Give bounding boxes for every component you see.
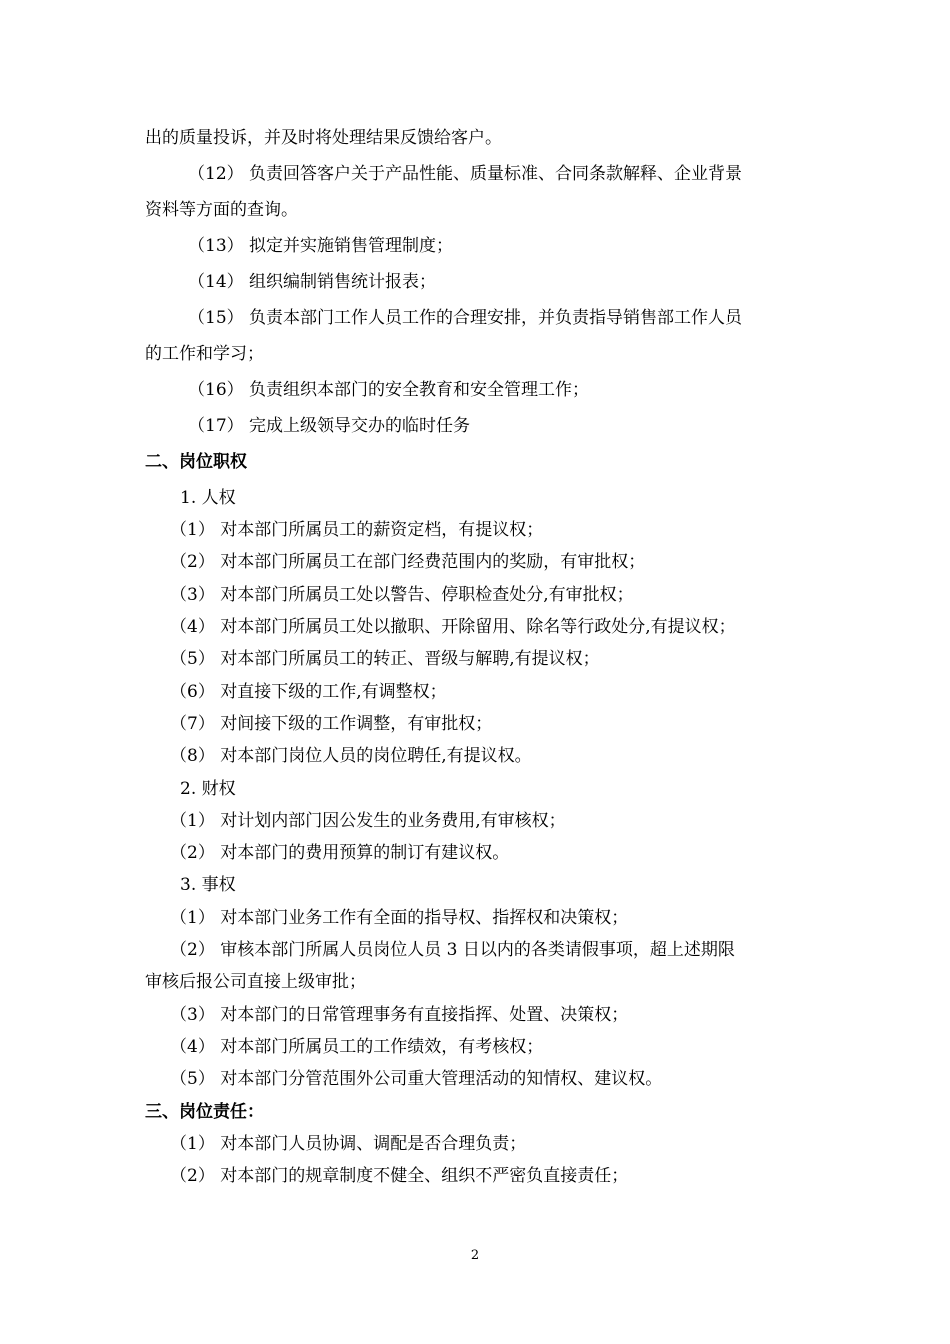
subsection-heading: 2. 财权 xyxy=(180,779,236,799)
text-line: 审核后报公司直接上级审批； xyxy=(145,972,366,992)
subsection-heading: 1. 人权 xyxy=(180,488,236,508)
text-line: 资料等方面的查询。 xyxy=(145,200,298,220)
text-line: （16） 负责组织本部门的安全教育和安全管理工作； xyxy=(188,380,590,400)
text-line: （1） 对计划内部门因公发生的业务费用,有审核权； xyxy=(170,811,566,831)
text-line: （4） 对本部门所属员工的工作绩效，有考核权； xyxy=(170,1037,544,1057)
text-line: （3） 对本部门所属员工处以警告、停职检查处分,有审批权； xyxy=(170,585,634,605)
text-line: （5） 对本部门分管范围外公司重大管理活动的知情权、建议权。 xyxy=(170,1069,663,1089)
text-line: 的工作和学习； xyxy=(145,344,264,364)
text-line: （1） 对本部门所属员工的薪资定档，有提议权； xyxy=(170,520,544,540)
text-line: （14） 组织编制销售统计报表； xyxy=(188,272,437,292)
section-heading: 三、岗位责任： xyxy=(145,1102,264,1122)
text-line: （1） 对本部门业务工作有全面的指导权、指挥权和决策权； xyxy=(170,908,629,928)
page-number: 2 xyxy=(470,1248,480,1263)
text-line: （12） 负责回答客户关于产品性能、质量标准、合同条款解释、企业背景 xyxy=(188,164,743,184)
text-line: 出的质量投诉，并及时将处理结果反馈给客户。 xyxy=(145,128,502,148)
text-line: （2） 对本部门的费用预算的制订有建议权。 xyxy=(170,843,510,863)
text-line: （2） 审核本部门所属人员岗位人员 3 日以内的各类请假事项，超上述期限 xyxy=(170,940,735,960)
text-line: （6） 对直接下级的工作,有调整权； xyxy=(170,682,447,702)
text-line: （2） 对本部门所属员工在部门经费范围内的奖励，有审批权； xyxy=(170,552,646,572)
text-line: （1） 对本部门人员协调、调配是否合理负责； xyxy=(170,1134,527,1154)
text-line: （17） 完成上级领导交办的临时任务 xyxy=(188,416,471,436)
text-line: （7） 对间接下级的工作调整，有审批权； xyxy=(170,714,493,734)
text-line: （13） 拟定并实施销售管理制度； xyxy=(188,236,454,256)
text-line: （3） 对本部门的日常管理事务有直接指挥、处置、决策权； xyxy=(170,1005,629,1025)
section-heading: 二、岗位职权 xyxy=(145,452,247,472)
text-line: （15） 负责本部门工作人员工作的合理安排，并负责指导销售部工作人员 xyxy=(188,308,743,328)
text-line: （8） 对本部门岗位人员的岗位聘任,有提议权。 xyxy=(170,746,532,766)
text-line: （4） 对本部门所属员工处以撤职、开除留用、除名等行政处分,有提议权； xyxy=(170,617,736,637)
text-line: （2） 对本部门的规章制度不健全、组织不严密负直接责任； xyxy=(170,1166,629,1186)
text-line: （5） 对本部门所属员工的转正、晋级与解聘,有提议权； xyxy=(170,649,600,669)
subsection-heading: 3. 事权 xyxy=(180,875,236,895)
